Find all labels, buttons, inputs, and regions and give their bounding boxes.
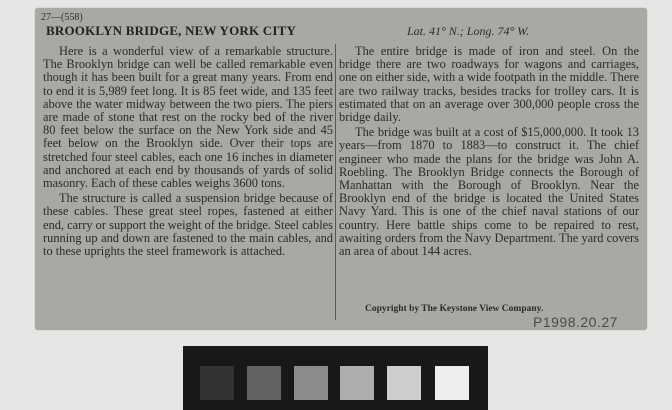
gray-patch xyxy=(247,366,281,400)
handwritten-catalog-number: P1998.20.27 xyxy=(533,314,618,330)
card-number: 27—(558) xyxy=(41,12,83,23)
gray-patch xyxy=(294,366,328,400)
paragraph: The bridge was built at a cost of $15,000,000. It took 13 years—from 1870 to 1883—to construct it. The chief engineer who made the plans for the bridge was John A. Roebling. The Brooklyn Bridge connects the Borough of Manhattan with the Borough of Brooklyn. Near the Brooklyn end of the bridge is located the United States Navy Yard. This is one of the chief naval stations of our country. Here battle ships come to be repaired to rest, awaiting orders from the Navy Department. The yard covers an area of about 144 acres. xyxy=(339,125,639,259)
paragraph: The structure is called a suspension bridge because of these cables. These great steel ropes, fastened at either end, carry or support the weight of the bridge. Steel cables running up and down are fastened to the main cables, and to these uprights the steel framework is attached. xyxy=(43,191,333,259)
coordinates: Lat. 41° N.; Long. 74° W. xyxy=(407,24,530,38)
gray-patch xyxy=(340,366,374,400)
stereograph-card-back xyxy=(35,8,647,330)
grayscale-calibration-strip xyxy=(183,346,488,410)
card-title: BROOKLYN BRIDGE, NEW YORK CITY xyxy=(46,23,297,38)
gray-patch xyxy=(435,366,469,400)
left-column xyxy=(43,45,333,258)
copyright-notice: Copyright by The Keystone View Company. xyxy=(365,304,544,314)
paragraph: Here is a wonderful view of a remarkable structure. The Brooklyn bridge can well be called remarkable even though it has been built for a great many years. From end to end it is 5,989 feet long. It is 85 feet wide, and 135 feet above the water midway between the two piers. The piers are made of stone that rest on the rocky bed of the river 80 feet below the surface on the New York side and 45 feet below on the Brooklyn side. Over their tops are stretched four steel cables, each one 16 inches in diameter and anchored at each end by thousands of yards of solid masonry. Each of these cables weighs 3600 tons. xyxy=(43,44,333,191)
paragraph: The entire bridge is made of iron and steel. On the bridge there are two roadways for wagons and carriages, one on either side, with a wide footpath in the middle. There are two railway tracks, besides tracks for trolley cars. It is estimated that on an average over 300,000 people cross the bridge daily. xyxy=(339,44,639,125)
column-divider xyxy=(335,44,336,320)
gray-patch xyxy=(200,366,234,400)
gray-patch xyxy=(387,366,421,400)
right-column xyxy=(339,45,639,258)
